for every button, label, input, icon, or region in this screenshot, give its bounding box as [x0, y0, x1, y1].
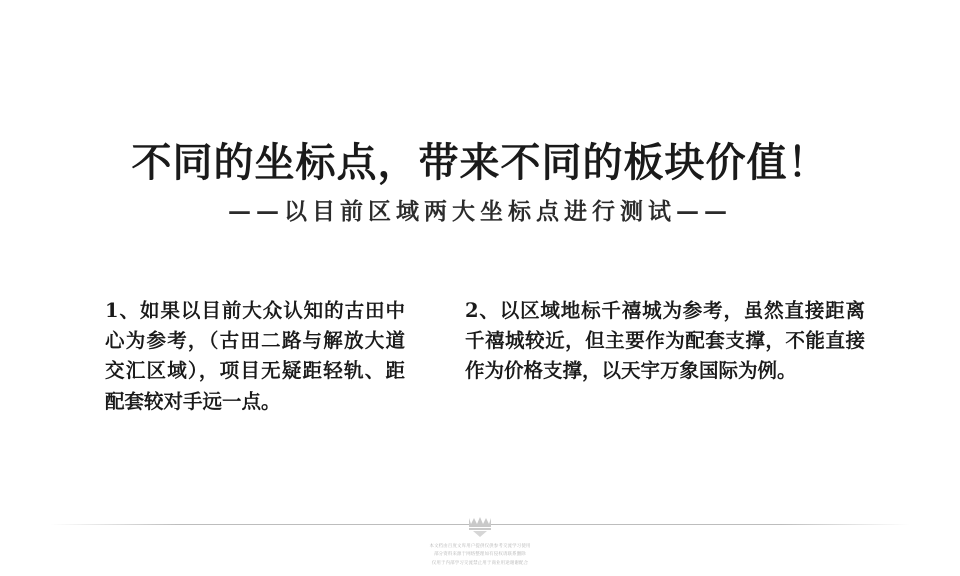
footer-line-1: 本文档由百度文库用户提供仅供参考交流学习使用 [429, 543, 531, 548]
crown-shield-icon [463, 512, 497, 538]
page-subtitle: ——以目前区域两大坐标点进行测试—— [228, 198, 732, 225]
footer-disclaimer [350, 542, 610, 567]
page-title: 不同的坐标点，带来不同的板块价值！ [131, 139, 829, 186]
title-block [0, 140, 960, 226]
slide-footer [0, 512, 960, 576]
body-paragraph-two: 2、以区域地标千禧城为参考，虽然直接距离千禧城较近，但主要作为配套支撑，不能直接作为价格支撑，以天宇万象国际为例。 [465, 299, 865, 383]
footer-line-2: 部分资料来源于网络整理如有侵权请联系删除 [434, 551, 526, 557]
body-paragraph-one: 1、如果以目前大众认知的古田中心为参考，（古田二路与解放大道交汇区域），项目无疑距轻轨、距配套较对手远一点。 [105, 299, 405, 413]
footer-line-3: 仅用于内部学习交流禁止用于商业用途谢谢配合 [431, 559, 529, 565]
body-columns [105, 296, 895, 417]
